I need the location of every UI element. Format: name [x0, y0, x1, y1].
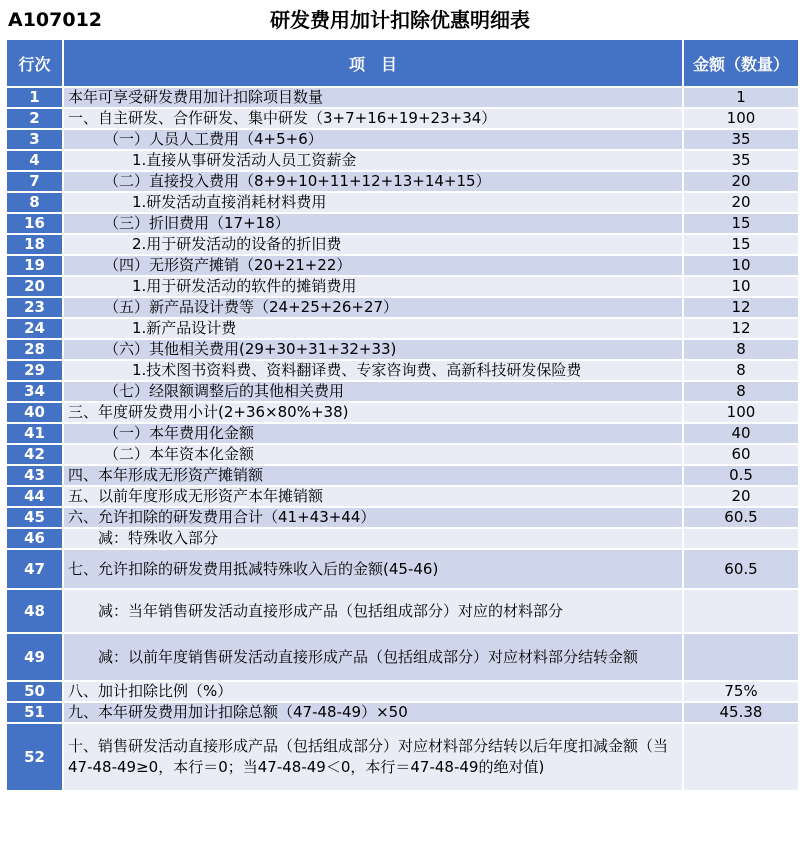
row-amount	[683, 589, 799, 633]
row-number: 42	[6, 444, 63, 465]
table-row	[6, 444, 799, 465]
row-number: 2	[6, 108, 63, 129]
row-number: 51	[6, 702, 63, 723]
row-amount: 8	[683, 360, 799, 381]
table-row	[6, 339, 799, 360]
table-row	[6, 507, 799, 528]
page-title: 研发费用加计扣除优惠明细表	[270, 8, 530, 32]
row-amount: 8	[683, 339, 799, 360]
row-number: 4	[6, 150, 63, 171]
row-item: 三、年度研发费用小计(2+36×80%+38)	[63, 402, 683, 423]
row-amount: 60.5	[683, 507, 799, 528]
row-amount: 35	[683, 150, 799, 171]
table-row	[6, 681, 799, 702]
row-item: 1.技术图书资料费、资料翻译费、专家咨询费、高新科技研发保险费	[63, 360, 683, 381]
row-amount: 15	[683, 213, 799, 234]
row-item: 1.用于研发活动的软件的摊销费用	[63, 276, 683, 297]
table-row	[6, 234, 799, 255]
table-row	[6, 423, 799, 444]
row-number: 52	[6, 723, 63, 791]
row-item: 五、以前年度形成无形资产本年摊销额	[63, 486, 683, 507]
row-amount: 100	[683, 108, 799, 129]
row-item: （六）其他相关费用(29+30+31+32+33)	[63, 339, 683, 360]
row-number: 23	[6, 297, 63, 318]
table-row	[6, 549, 799, 589]
row-number: 47	[6, 549, 63, 589]
row-amount: 20	[683, 171, 799, 192]
row-amount: 20	[683, 192, 799, 213]
table-row	[6, 402, 799, 423]
table-row	[6, 633, 799, 681]
table-row	[6, 360, 799, 381]
row-number: 48	[6, 589, 63, 633]
row-amount: 75%	[683, 681, 799, 702]
row-item: （四）无形资产摊销（20+21+22）	[63, 255, 683, 276]
header-amount: 金额（数量）	[683, 39, 799, 87]
row-number: 49	[6, 633, 63, 681]
header-row-no: 行次	[6, 39, 63, 87]
row-amount: 35	[683, 129, 799, 150]
table-row	[6, 129, 799, 150]
row-item: （七）经限额调整后的其他相关费用	[63, 381, 683, 402]
table-row	[6, 723, 799, 791]
row-number: 8	[6, 192, 63, 213]
row-item: 本年可享受研发费用加计扣除项目数量	[63, 87, 683, 108]
row-number: 46	[6, 528, 63, 549]
row-amount	[683, 528, 799, 549]
table-row	[6, 150, 799, 171]
row-amount: 100	[683, 402, 799, 423]
row-item: 十、销售研发活动直接形成产品（包括组成部分）对应材料部分结转以后年度扣减金额（当47-48-49≥0，本行＝0；当47-48-49＜0，本行＝47-48-49的绝对值)	[63, 723, 683, 791]
row-number: 20	[6, 276, 63, 297]
row-number: 19	[6, 255, 63, 276]
header-item: 项 目	[63, 39, 683, 87]
row-number: 1	[6, 87, 63, 108]
row-item: 八、加计扣除比例（%）	[63, 681, 683, 702]
table-row	[6, 702, 799, 723]
row-amount: 8	[683, 381, 799, 402]
row-item: 一、自主研发、合作研发、集中研发（3+7+16+19+23+34）	[63, 108, 683, 129]
row-number: 3	[6, 129, 63, 150]
row-amount: 12	[683, 318, 799, 339]
row-number: 7	[6, 171, 63, 192]
row-number: 28	[6, 339, 63, 360]
row-amount: 10	[683, 276, 799, 297]
row-number: 29	[6, 360, 63, 381]
row-amount: 15	[683, 234, 799, 255]
row-amount: 45.38	[683, 702, 799, 723]
row-amount: 60	[683, 444, 799, 465]
row-amount	[683, 633, 799, 681]
row-item: （二）本年资本化金额	[63, 444, 683, 465]
row-number: 45	[6, 507, 63, 528]
row-amount: 20	[683, 486, 799, 507]
row-amount	[683, 723, 799, 791]
form-code: A107012	[8, 9, 103, 31]
table-row	[6, 381, 799, 402]
row-item: （三）折旧费用（17+18）	[63, 213, 683, 234]
table-row	[6, 171, 799, 192]
row-number: 24	[6, 318, 63, 339]
table-row	[6, 486, 799, 507]
row-item: 减：特殊收入部分	[63, 528, 683, 549]
table-row	[6, 297, 799, 318]
row-amount: 40	[683, 423, 799, 444]
row-amount: 60.5	[683, 549, 799, 589]
table-row	[6, 465, 799, 486]
row-amount: 10	[683, 255, 799, 276]
table-row	[6, 87, 799, 108]
table-row	[6, 192, 799, 213]
row-number: 40	[6, 402, 63, 423]
row-item: （五）新产品设计费等（24+25+26+27）	[63, 297, 683, 318]
row-number: 43	[6, 465, 63, 486]
table-row	[6, 255, 799, 276]
row-item: （二）直接投入费用（8+9+10+11+12+13+14+15）	[63, 171, 683, 192]
row-amount: 12	[683, 297, 799, 318]
table-row	[6, 108, 799, 129]
row-item: 2.用于研发活动的设备的折旧费	[63, 234, 683, 255]
table-row	[6, 213, 799, 234]
deduction-table	[5, 38, 800, 792]
row-item: （一）人员人工费用（4+5+6）	[63, 129, 683, 150]
table-header-row	[6, 39, 799, 87]
row-item: 九、本年研发费用加计扣除总额（47-48-49）×50	[63, 702, 683, 723]
row-item: 六、允许扣除的研发费用合计（41+43+44）	[63, 507, 683, 528]
row-item: 减：当年销售研发活动直接形成产品（包括组成部分）对应的材料部分	[63, 589, 683, 633]
row-item: 1.直接从事研发活动人员工资薪金	[63, 150, 683, 171]
row-number: 41	[6, 423, 63, 444]
row-item: 减：以前年度销售研发活动直接形成产品（包括组成部分）对应材料部分结转金额	[63, 633, 683, 681]
row-number: 34	[6, 381, 63, 402]
row-item: 1.新产品设计费	[63, 318, 683, 339]
table-row	[6, 528, 799, 549]
row-number: 50	[6, 681, 63, 702]
row-item: 1.研发活动直接消耗材料费用	[63, 192, 683, 213]
table-row	[6, 276, 799, 297]
row-number: 16	[6, 213, 63, 234]
row-item: （一）本年费用化金额	[63, 423, 683, 444]
row-number: 18	[6, 234, 63, 255]
row-item: 七、允许扣除的研发费用抵减特殊收入后的金额(45-46)	[63, 549, 683, 589]
row-number: 44	[6, 486, 63, 507]
row-amount: 0.5	[683, 465, 799, 486]
row-item: 四、本年形成无形资产摊销额	[63, 465, 683, 486]
table-row	[6, 589, 799, 633]
table-row	[6, 318, 799, 339]
row-amount: 1	[683, 87, 799, 108]
